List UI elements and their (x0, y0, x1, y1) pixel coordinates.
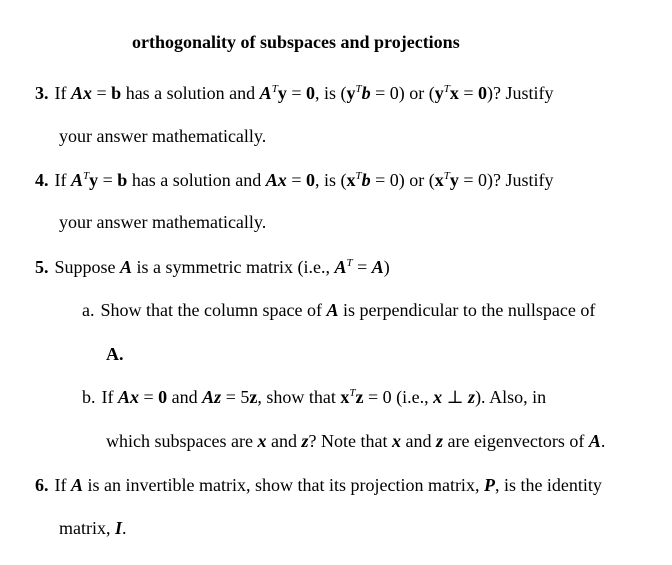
question-5a-continuation: A. (106, 344, 124, 364)
subquestion-label: b. (82, 387, 96, 407)
question-3-continuation: your answer mathematically. (59, 126, 267, 146)
question-5b-continuation: which subspaces are x and z? Note that x and z are eigenvectors of A. (106, 431, 606, 451)
question-number: 4. (35, 170, 49, 190)
subquestion-label: a. (82, 300, 95, 320)
question-6: 6. If A is an invertible matrix, show that its projection matrix, P, is the identity (35, 475, 602, 495)
question-number: 6. (35, 475, 49, 495)
question-number: 3. (35, 83, 49, 103)
question-5: 5. Suppose A is a symmetric matrix (i.e., $A^T = A$) (35, 257, 390, 277)
question-4-continuation: your answer mathematically. (59, 212, 267, 232)
question-6-continuation: matrix, I. (59, 518, 127, 538)
question-number: 5. (35, 257, 49, 277)
page-title: orthogonality of subspaces and projections (132, 32, 460, 52)
question-5b: b. If Ax = 0 and Az = 5z, show that $x^Tz = 0$ (i.e., x ⊥ z). Also, in (82, 387, 547, 407)
question-3: 3. If Ax = b has a solution and $A^Ty = 0$, is $(y^Tb = 0)$ or $(y^Tx = 0)$? Justify (35, 83, 554, 103)
question-4: 4. If $A^Ty = b$ has a solution and Ax = 0, is $(x^Tb = 0)$ or $(x^Ty = 0)$? Justify (35, 170, 554, 190)
question-5a: a. Show that the column space of A is perpendicular to the nullspace of (82, 300, 596, 320)
